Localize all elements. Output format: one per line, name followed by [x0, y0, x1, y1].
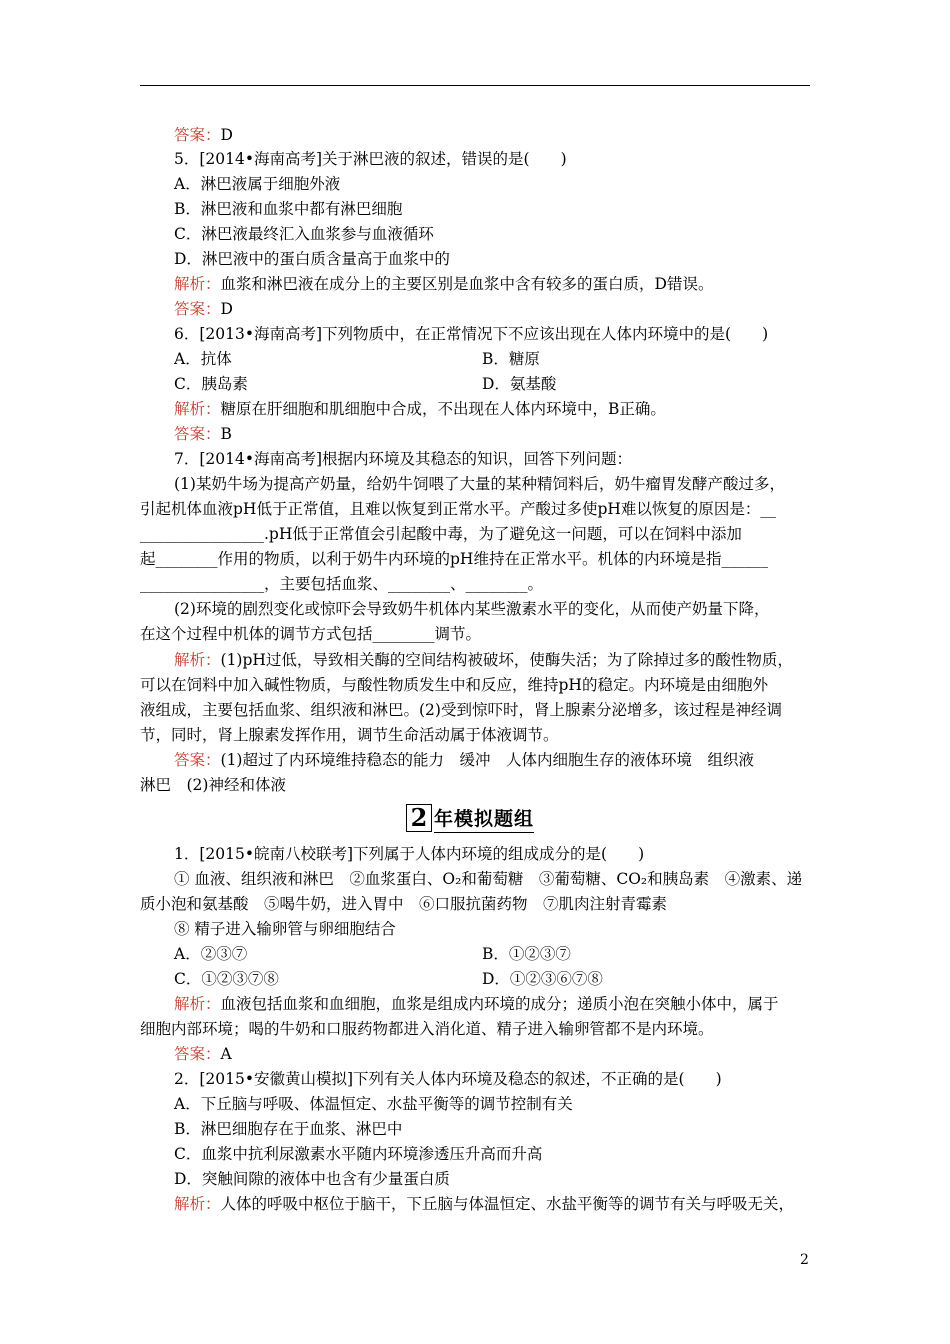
line-text: 质小泡和氨基酸 ⑤喝牛奶，进入胃中 ⑥口服抗菌药物 ⑦肌肉注射青霉素: [140, 895, 668, 913]
line-label: 答案：: [174, 1045, 221, 1063]
answer-line: [174, 750, 849, 770]
line-label: 答案：: [174, 126, 221, 144]
analysis-line: [174, 650, 849, 670]
text-line: [174, 149, 849, 169]
text-line: [174, 919, 849, 939]
line-label: 解析：: [174, 651, 221, 669]
line-text: A: [220, 1045, 232, 1063]
line-text: C．血浆中抗利尿激素水平随内环境渗透压升高而升高: [174, 1145, 543, 1163]
text-line: [174, 1069, 849, 1089]
option-text: B．①②③⑦: [482, 945, 571, 963]
line-text: A．淋巴液属于细胞外液: [174, 175, 341, 193]
answer-line: [174, 299, 849, 319]
line-text: A．抗体: [174, 350, 232, 368]
text-line: [140, 624, 815, 644]
line-text: C．胰岛素: [174, 375, 248, 393]
text-line: [174, 174, 849, 194]
line-label: 答案：: [174, 300, 221, 318]
text-line: [140, 549, 815, 569]
text-line: [174, 449, 849, 469]
section-number: 2: [406, 804, 432, 832]
line-text: 7．[2014•海南高考]根据内环境及其稳态的知识，回答下列问题：: [174, 450, 633, 468]
line-text: C．淋巴液最终汇入血浆参与血液循环: [174, 225, 434, 243]
text-line: [174, 969, 849, 989]
text-line: [174, 324, 849, 344]
line-text: (2)环境的剧烈变化或惊吓会导致奶牛机体内某些激素水平的变化，从而使产奶量下降，: [174, 600, 770, 618]
text-line: [174, 474, 849, 494]
text-line: [174, 349, 849, 369]
line-text: (1)某奶牛场为提高产奶量，给奶牛饲喂了大量的某种精饲料后，奶牛瘤胃发酵产酸过多，: [174, 475, 785, 493]
text-line: [140, 725, 815, 745]
line-text: (1)pH过低，导致相关酶的空间结构被破坏，使酶失活；为了除掉过多的酸性物质，: [220, 651, 793, 669]
text-line: [140, 894, 815, 914]
option-text: D．①②③⑥⑦⑧: [482, 970, 603, 988]
line-text: 6．[2013•海南高考]下列物质中，在正常情况下不应该出现在人体内环境中的是( ): [174, 325, 769, 343]
analysis-line: [174, 994, 849, 1014]
line-text: 5．[2014•海南高考]关于淋巴液的叙述，错误的是( ): [174, 150, 567, 168]
text-line: [140, 775, 815, 795]
line-label: 答案：: [174, 425, 221, 443]
text-line: [174, 1169, 849, 1189]
text-line: [140, 524, 815, 544]
text-line: [174, 1144, 849, 1164]
text-line: [174, 249, 849, 269]
answer-line: [174, 1044, 849, 1064]
text-line: [174, 599, 849, 619]
line-text: ① 血液、组织液和淋巴 ②血浆蛋白、O₂和葡萄糖 ③葡萄糖、CO₂和胰岛素 ④激素、递: [174, 870, 803, 888]
text-line: [174, 374, 849, 394]
line-label: 解析：: [174, 995, 221, 1013]
text-line: [174, 224, 849, 244]
line-text: A．②③⑦: [174, 945, 248, 963]
line-text: D．淋巴液中的蛋白质含量高于血浆中的: [174, 250, 450, 268]
line-text: C．①②③⑦⑧: [174, 970, 279, 988]
text-line: [140, 675, 815, 695]
line-text: D: [220, 300, 233, 318]
page-number: 2: [800, 1252, 809, 1268]
text-line: [174, 844, 849, 864]
line-text: 糖原在肝细胞和肌细胞中合成，不出现在人体内环境中，B正确。: [220, 400, 666, 418]
line-text: 可以在饲料中加入碱性物质，与酸性物质发生中和反应，维持pH的稳定。内环境是由细胞外: [140, 676, 768, 694]
answer-line: [174, 424, 849, 444]
line-text: D．突触间隙的液体中也含有少量蛋白质: [174, 1170, 450, 1188]
text-line: [140, 574, 815, 594]
text-line: [140, 700, 815, 720]
section-title: 年模拟题组: [434, 804, 534, 833]
text-line: [174, 1119, 849, 1139]
line-text: 人体的呼吸中枢位于脑干，下丘脑与体温恒定、水盐平衡等的调节有关与呼吸无关，: [220, 1195, 795, 1213]
line-text: 在这个过程中机体的调节方式包括________调节。: [140, 625, 482, 643]
analysis-line: [174, 1194, 849, 1214]
line-text: A．下丘脑与呼吸、体温恒定、水盐平衡等的调节控制有关: [174, 1095, 573, 1113]
option-text: B．糖原: [482, 350, 540, 368]
line-text: 节，同时，肾上腺素发挥作用，调节生命活动属于体液调节。: [140, 726, 559, 744]
section-heading: [406, 803, 534, 833]
line-text: 1．[2015•皖南八校联考]下列属于人体内环境的组成成分的是( ): [174, 845, 645, 863]
line-text: 2．[2015•安徽黄山模拟]下列有关人体内环境及稳态的叙述，不正确的是( ): [174, 1070, 722, 1088]
line-text: ________________.pH低于正常值会引起酸中毒，为了避免这一问题，可以在饲料中添加: [140, 525, 742, 543]
line-text: D: [220, 126, 233, 144]
header-rule: [140, 85, 810, 86]
option-text: D．氨基酸: [482, 375, 557, 393]
answer-line: [174, 125, 849, 145]
text-line: [140, 499, 815, 519]
line-text: 起________作用的物质，以利于奶牛内环境的pH维持在正常水平。机体的内环境是指______: [140, 550, 768, 568]
line-label: 解析：: [174, 400, 221, 418]
line-text: 血液包括血浆和血细胞，血浆是组成内环境的成分；递质小泡在突触小体中，属于: [220, 995, 779, 1013]
line-label: 答案：: [174, 751, 221, 769]
text-line: [174, 199, 849, 219]
line-text: 引起机体血液pH低于正常值，且难以恢复到正常水平。产酸过多使pH难以恢复的原因是：__: [140, 500, 776, 518]
line-label: 解析：: [174, 275, 221, 293]
line-text: 液组成，主要包括血浆、组织液和淋巴。(2)受到惊吓时，肾上腺素分泌增多，该过程是神经调: [140, 701, 782, 719]
text-line: [174, 869, 849, 889]
line-text: ⑧ 精子进入输卵管与卵细胞结合: [174, 920, 396, 938]
line-text: 细胞内部环境；喝的牛奶和口服药物都进入消化道、精子进入输卵管都不是内环境。: [140, 1020, 714, 1038]
text-line: [174, 944, 849, 964]
line-text: B．淋巴液和血浆中都有淋巴细胞: [174, 200, 403, 218]
line-label: 解析：: [174, 1195, 221, 1213]
line-text: (1)超过了内环境维持稳态的能力 缓冲 人体内细胞生存的液体环境 组织液: [220, 751, 754, 769]
analysis-line: [174, 399, 849, 419]
line-text: ________________，主要包括血浆、________、________。: [140, 575, 544, 593]
line-text: 血浆和淋巴液在成分上的主要区别是血浆中含有较多的蛋白质，D错误。: [220, 275, 714, 293]
text-line: [174, 1094, 849, 1114]
line-text: B．淋巴细胞存在于血浆、淋巴中: [174, 1120, 403, 1138]
text-line: [140, 1019, 815, 1039]
line-text: B: [220, 425, 232, 443]
line-text: 淋巴 (2)神经和体液: [140, 776, 286, 794]
analysis-line: [174, 274, 849, 294]
